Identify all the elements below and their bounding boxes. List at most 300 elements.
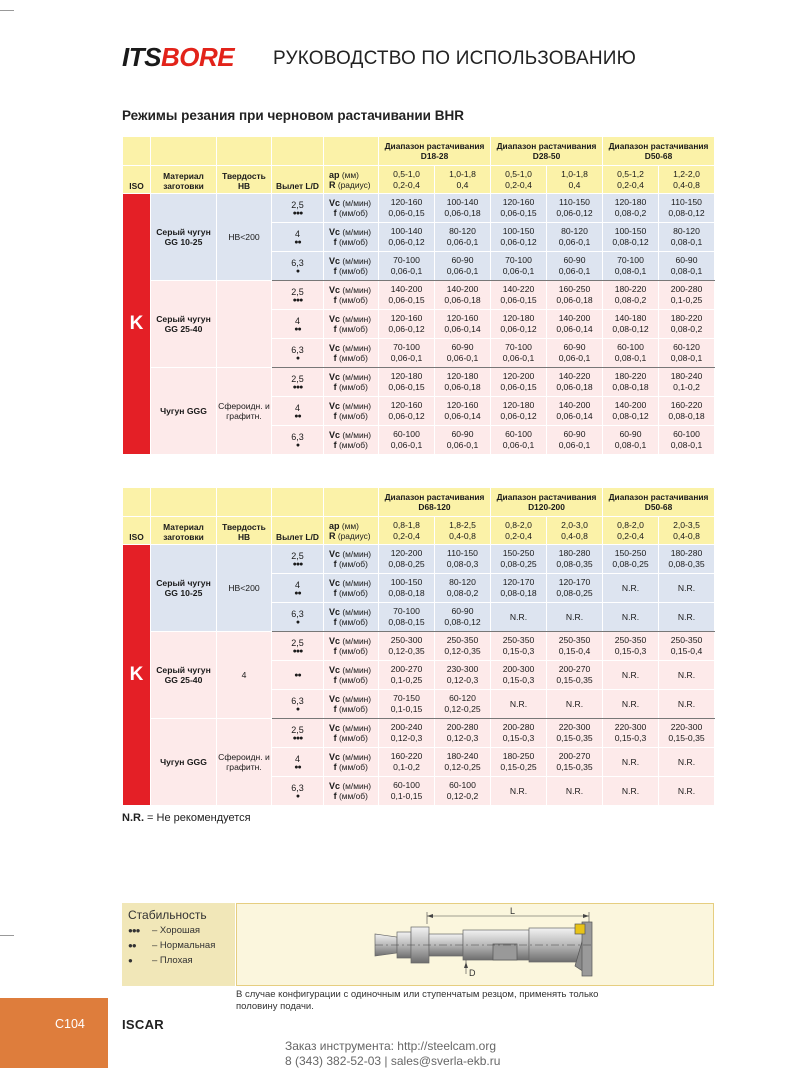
cutting-value-cell: [547, 719, 603, 748]
vc-bold: Vc: [329, 227, 341, 237]
f-value: 0,08-0,18: [500, 588, 537, 598]
cutting-value-cell: [603, 223, 659, 252]
overhang-value: 2,5: [291, 286, 304, 297]
vc-value: 200-300: [502, 664, 535, 674]
vc-bold: Vc: [329, 665, 341, 675]
vc-value: 80-120: [561, 226, 588, 236]
f-value: 0,06-0,1: [558, 440, 591, 450]
cutting-value-cell: [379, 545, 435, 574]
cutting-value-cell: [547, 368, 603, 397]
range-value: D18-28: [420, 151, 449, 161]
stability-dots: ●●●: [292, 560, 303, 568]
cutting-value-cell: [603, 252, 659, 281]
f-value: 0,1-0,25: [670, 295, 703, 305]
vc-label: [329, 430, 378, 440]
f-value: 0,08-0,1: [670, 237, 703, 247]
overhang-cell: [272, 719, 324, 748]
ap-value: 1,2-2,0: [673, 168, 700, 179]
cutting-value-cell: [491, 194, 547, 223]
f-value: 0,08-0,2: [670, 324, 703, 334]
section-title: Режимы резания при черновом растачивании BHR: [122, 108, 464, 123]
cutting-value-cell: [379, 777, 435, 806]
nr-abbr: N.R.: [122, 812, 144, 824]
f-value: 0,06-0,1: [558, 237, 591, 247]
r-value: 0,2-0,4: [617, 179, 644, 190]
f-value: 0,06-0,12: [500, 411, 537, 421]
ap-r-value: [659, 517, 715, 545]
vc-unit: (м/мин): [342, 430, 372, 440]
vc-value: N.R.: [565, 698, 584, 709]
cutting-value-cell: [547, 661, 603, 690]
f-value: 0,06-0,15: [500, 295, 537, 305]
label-l: L: [510, 906, 516, 916]
vc-unit: (м/мин): [342, 665, 372, 675]
f-value: 0,15-0,3: [502, 646, 535, 656]
cutting-value-cell: [435, 690, 491, 719]
f-value: 0,08-0,25: [556, 588, 593, 598]
f-value: 0,08-0,15: [388, 617, 425, 627]
vc-value: 70-100: [393, 342, 420, 352]
r-value: 0,2-0,4: [617, 530, 644, 541]
vc-value: 140-200: [390, 284, 423, 294]
cutting-value-cell: [491, 223, 547, 252]
vc-value: 100-150: [614, 226, 647, 236]
header-blank-cell: [217, 137, 272, 166]
vc-value: N.R.: [509, 698, 528, 709]
f-bold: f: [333, 704, 337, 714]
overhang-cell: [272, 426, 324, 455]
f-value: 0,08-0,12: [668, 208, 705, 218]
range-header-2: [603, 488, 715, 517]
overhang-value: 6,3: [291, 344, 304, 355]
f-value: 0,12-0,3: [390, 733, 423, 743]
vc-value: 160-220: [670, 400, 703, 410]
vc-value: 60-100: [393, 429, 420, 439]
stability-dots: ●●: [294, 671, 301, 679]
overhang-value: 4: [294, 228, 300, 239]
ap-value: 0,5-1,2: [617, 168, 644, 179]
cutting-value-cell: [659, 397, 715, 426]
crop-mark: [0, 10, 14, 11]
ap-value: 0,8-2,0: [505, 519, 532, 530]
f-unit: (мм/об): [338, 237, 368, 247]
f-label: [329, 762, 378, 772]
vc-value: 200-280: [446, 722, 479, 732]
vc-label: [329, 198, 378, 208]
r-value: 0,4-0,8: [449, 530, 476, 541]
vc-value: 200-280: [670, 284, 703, 294]
vc-value: 110-150: [559, 197, 590, 207]
vc-label: [329, 256, 378, 266]
vc-unit: (м/мин): [342, 723, 372, 733]
cutting-value-cell: [603, 545, 659, 574]
cutting-value-cell: [603, 426, 659, 455]
vc-value: 120-180: [502, 313, 535, 323]
r-bold: R: [329, 179, 336, 190]
overhang-value: 4: [294, 402, 300, 413]
cutting-value-cell: [547, 223, 603, 252]
vc-label: [329, 285, 378, 295]
ap-r-value: [491, 166, 547, 194]
vc-bold: Vc: [329, 578, 341, 588]
vc-value: 100-140: [446, 197, 479, 207]
overhang-value: 6,3: [291, 695, 304, 706]
vc-f-label: [324, 252, 379, 281]
cutting-value-cell: [491, 426, 547, 455]
vc-value: 60-90: [451, 606, 474, 616]
cutting-value-cell: [435, 603, 491, 632]
cutting-value-cell: [659, 252, 715, 281]
cutting-value-cell: [659, 574, 715, 603]
vc-bold: Vc: [329, 343, 341, 353]
cutting-value-cell: [659, 603, 715, 632]
f-value: 0,1-0,2: [393, 762, 420, 772]
f-bold: f: [333, 324, 337, 334]
cutting-value-cell: [491, 574, 547, 603]
cutting-value-cell: [435, 748, 491, 777]
f-unit: (мм/об): [338, 617, 368, 627]
cutting-value-cell: [379, 194, 435, 223]
overhang-cell: [272, 748, 324, 777]
vc-f-label: [324, 194, 379, 223]
f-value: 0,06-0,14: [556, 411, 593, 421]
vc-value: 70-100: [617, 255, 644, 265]
overhang-cell: [272, 632, 324, 661]
f-value: 0,06-0,1: [390, 440, 423, 450]
cutting-value-cell: [491, 281, 547, 310]
range-label: Диапазон растачивания: [384, 141, 485, 151]
vc-value: 180-250: [502, 751, 535, 761]
f-value: 0,12-0,35: [444, 646, 481, 656]
vc-value: 250-350: [614, 635, 647, 645]
f-value: 0,15-0,3: [614, 733, 647, 743]
vc-value: 120-160: [446, 313, 479, 323]
vc-bold: Vc: [329, 314, 341, 324]
vc-value: N.R.: [677, 669, 696, 680]
vc-value: 180-240: [446, 751, 479, 761]
overhang-cell: [272, 194, 324, 223]
cutting-value-cell: [379, 281, 435, 310]
vc-value: 60-90: [451, 429, 474, 439]
cutting-value-cell: [379, 310, 435, 339]
f-value: 0,06-0,15: [388, 208, 425, 218]
cutting-value-cell: [435, 545, 491, 574]
f-value: 0,08-0,35: [668, 559, 705, 569]
vc-label: [329, 636, 378, 646]
cutting-value-cell: [603, 632, 659, 661]
cutting-value-cell: [603, 194, 659, 223]
header-blank-cell: [123, 137, 151, 166]
f-bold: f: [333, 762, 337, 772]
vc-label: [329, 549, 378, 559]
cutting-value-cell: [491, 661, 547, 690]
f-unit: (мм/об): [338, 791, 368, 801]
cutting-value-cell: [659, 223, 715, 252]
label-d: D: [469, 968, 476, 978]
overhang-cell: [272, 603, 324, 632]
header-blank-cell: [324, 488, 379, 517]
vc-label: [329, 401, 378, 411]
material-header: Материал заготовки: [151, 166, 217, 194]
cutting-value-cell: [379, 426, 435, 455]
header-title: РУКОВОДСТВО ПО ИСПОЛЬЗОВАНИЮ: [273, 48, 636, 69]
vc-value: 140-220: [558, 371, 591, 381]
header-blank-cell: [324, 137, 379, 166]
f-value: 0,06-0,1: [558, 266, 591, 276]
vc-bold: Vc: [329, 256, 341, 266]
cutting-value-cell: [491, 397, 547, 426]
cutting-value-cell: [491, 690, 547, 719]
r-label: [329, 531, 378, 541]
f-unit: (мм/об): [338, 382, 368, 392]
vc-f-label: [324, 719, 379, 748]
f-bold: f: [333, 733, 337, 743]
f-unit: (мм/об): [338, 762, 368, 772]
f-value: 0,06-0,14: [444, 324, 481, 334]
cutting-value-cell: [659, 368, 715, 397]
r-value: 0,4-0,8: [673, 530, 700, 541]
f-value: 0,06-0,1: [390, 353, 423, 363]
vc-value: N.R.: [677, 785, 696, 796]
vc-unit: (м/мин): [342, 549, 372, 559]
f-bold: f: [333, 295, 337, 305]
f-value: 0,08-0,2: [614, 295, 647, 305]
cutting-value-cell: [435, 574, 491, 603]
vc-value: N.R.: [621, 669, 640, 680]
overhang-value: 2,5: [291, 373, 304, 384]
cutting-value-cell: [435, 777, 491, 806]
vc-unit: (м/мин): [342, 285, 372, 295]
vc-value: 60-120: [673, 342, 700, 352]
vc-value: 80-120: [673, 226, 700, 236]
f-value: 0,1-0,2: [673, 382, 700, 392]
f-value: 0,06-0,14: [444, 411, 481, 421]
boring-tool-diagram: [236, 903, 714, 986]
vc-value: 70-100: [393, 606, 420, 616]
vc-value: N.R.: [565, 785, 584, 796]
ap-value: 1,0-1,8: [449, 168, 476, 179]
range-label: Диапазон растачивания: [608, 141, 709, 151]
overhang-value: 4: [294, 315, 300, 326]
vc-value: 250-350: [670, 635, 703, 645]
f-value: 0,08-0,1: [670, 440, 703, 450]
overhang-cell: [272, 574, 324, 603]
vc-value: 120-180: [614, 197, 647, 207]
f-bold: f: [333, 588, 337, 598]
itsbore-logo: ITSBORE: [122, 42, 235, 72]
ap-r-value: [491, 517, 547, 545]
vc-value: 250-350: [558, 635, 591, 645]
r-value: 0,4: [568, 179, 581, 190]
vc-f-label: [324, 339, 379, 368]
range-value: D120-200: [528, 502, 565, 512]
f-value: 0,12-0,35: [388, 646, 425, 656]
vc-value: 120-160: [446, 400, 479, 410]
vc-value: 60-100: [505, 429, 532, 439]
r-value: 0,2-0,4: [393, 179, 420, 190]
f-value: 0,06-0,12: [500, 324, 537, 334]
stability-dots: ●●●: [292, 383, 303, 391]
vc-label: [329, 227, 378, 237]
overhang-value: 4: [294, 753, 300, 764]
f-value: 0,08-0,25: [500, 559, 537, 569]
f-label: [329, 440, 378, 450]
f-label: [329, 559, 378, 569]
f-bold: f: [333, 237, 337, 247]
cutting-value-cell: [659, 310, 715, 339]
f-value: 0,08-0,2: [614, 208, 647, 218]
cutting-value-cell: [659, 748, 715, 777]
vc-value: 60-120: [449, 693, 476, 703]
overhang-value: 6,3: [291, 431, 304, 442]
vc-unit: (м/мин): [342, 372, 372, 382]
stability-dots: ●●●: [292, 209, 303, 217]
overhang-cell: [272, 777, 324, 806]
f-value: 0,06-0,1: [390, 266, 423, 276]
vc-unit: (м/мин): [342, 314, 372, 324]
vc-label: [329, 607, 378, 617]
f-bold: f: [333, 791, 337, 801]
vc-f-label: [324, 368, 379, 397]
vc-value: 140-200: [558, 400, 591, 410]
overhang-value: 2,5: [291, 199, 304, 210]
r-value: 0,4-0,8: [561, 530, 588, 541]
f-value: 0,06-0,1: [502, 266, 535, 276]
hardness-value: HB<200: [217, 545, 272, 632]
overhang-cell: [272, 223, 324, 252]
vc-value: 110-150: [671, 197, 702, 207]
vc-value: 60-100: [673, 429, 700, 439]
f-value: 0,08-0,1: [614, 353, 647, 363]
vc-value: 120-180: [446, 371, 479, 381]
brand-name: ISCAR: [122, 1017, 164, 1032]
cutting-value-cell: [547, 632, 603, 661]
vc-value: 220-300: [614, 722, 647, 732]
cutting-value-cell: [547, 690, 603, 719]
cutting-value-cell: [379, 574, 435, 603]
ap-bold: ap: [329, 520, 340, 531]
vc-bold: Vc: [329, 694, 341, 704]
f-label: [329, 617, 378, 627]
f-value: 0,15-0,35: [556, 733, 593, 743]
cutting-value-cell: [547, 339, 603, 368]
vc-unit: (м/мин): [342, 343, 372, 353]
vc-f-label: [324, 310, 379, 339]
f-value: 0,06-0,18: [556, 382, 593, 392]
vc-value: 100-150: [390, 577, 423, 587]
r-value: 0,2-0,4: [505, 530, 532, 541]
vc-value: 100-150: [502, 226, 535, 236]
cutting-value-cell: [379, 690, 435, 719]
f-value: 0,06-0,1: [446, 237, 479, 247]
cutting-value-cell: [603, 748, 659, 777]
iso-header: ISO: [123, 517, 151, 545]
cutting-value-cell: [379, 748, 435, 777]
vc-value: 60-90: [619, 429, 642, 439]
vc-value: 220-300: [558, 722, 591, 732]
vc-value: 140-220: [502, 284, 535, 294]
f-value: 0,08-0,18: [668, 411, 705, 421]
f-value: 0,08-0,1: [670, 353, 703, 363]
f-unit: (мм/об): [338, 704, 368, 714]
stability-dots: ●●: [294, 763, 301, 771]
vc-value: 230-300: [446, 664, 479, 674]
cutting-value-cell: [603, 719, 659, 748]
range-label: Диапазон растачивания: [496, 492, 597, 502]
vc-value: N.R.: [621, 611, 640, 622]
f-value: 0,06-0,12: [500, 237, 537, 247]
f-value: 0,12-0,3: [446, 675, 479, 685]
vc-label: [329, 314, 378, 324]
cutting-value-cell: [379, 368, 435, 397]
f-bold: f: [333, 675, 337, 685]
cutting-value-cell: [491, 368, 547, 397]
range-header-2: [603, 137, 715, 166]
vc-value: 180-220: [614, 284, 647, 294]
vc-bold: Vc: [329, 781, 341, 791]
vc-unit: (м/мин): [342, 401, 372, 411]
vc-value: 160-220: [390, 751, 423, 761]
vc-value: 120-200: [502, 371, 535, 381]
overhang-header: Вылет L/D: [272, 166, 324, 194]
f-value: 0,12-0,3: [446, 733, 479, 743]
ap-value: 0,5-1,0: [393, 168, 420, 179]
ap-r-value: [379, 517, 435, 545]
f-value: 0,1-0,15: [390, 791, 423, 801]
range-header-0: [379, 137, 491, 166]
ap-value: 1,8-2,5: [449, 519, 476, 530]
vc-value: 70-100: [393, 255, 420, 265]
f-value: 0,12-0,25: [444, 762, 481, 772]
range-header-1: [491, 137, 603, 166]
header-blank-cell: [217, 488, 272, 517]
vc-value: 60-100: [449, 780, 476, 790]
vc-label: [329, 781, 378, 791]
cutting-value-cell: [435, 397, 491, 426]
f-value: 0,06-0,18: [444, 295, 481, 305]
ap-value: 2,0-3,5: [673, 519, 700, 530]
vc-value: 80-120: [449, 577, 476, 587]
vc-f-label: [324, 632, 379, 661]
cutting-value-cell: [547, 574, 603, 603]
vc-unit: (м/мин): [342, 578, 372, 588]
f-bold: f: [333, 440, 337, 450]
vc-value: 60-90: [451, 342, 474, 352]
f-value: 0,06-0,1: [558, 353, 591, 363]
vc-value: 100-140: [390, 226, 423, 236]
range-value: D50-68: [644, 502, 673, 512]
f-value: 0,08-0,1: [614, 266, 647, 276]
vc-f-label: [324, 690, 379, 719]
f-value: 0,06-0,12: [388, 411, 425, 421]
cutting-value-cell: [435, 310, 491, 339]
stability-dots: ●: [295, 267, 300, 275]
stability-dots: ●●: [294, 589, 301, 597]
vc-bold: Vc: [329, 285, 341, 295]
overhang-cell: [272, 661, 324, 690]
f-value: 0,06-0,18: [444, 382, 481, 392]
vc-value: N.R.: [677, 756, 696, 767]
ap-label: [329, 521, 378, 531]
f-value: 0,06-0,1: [502, 353, 535, 363]
stability-legend: [122, 903, 235, 986]
vc-value: 60-90: [675, 255, 698, 265]
f-value: 0,06-0,18: [444, 208, 481, 218]
f-unit: (мм/об): [338, 646, 368, 656]
cutting-value-cell: [435, 223, 491, 252]
f-value: 0,08-0,1: [614, 440, 647, 450]
f-value: 0,06-0,1: [446, 440, 479, 450]
